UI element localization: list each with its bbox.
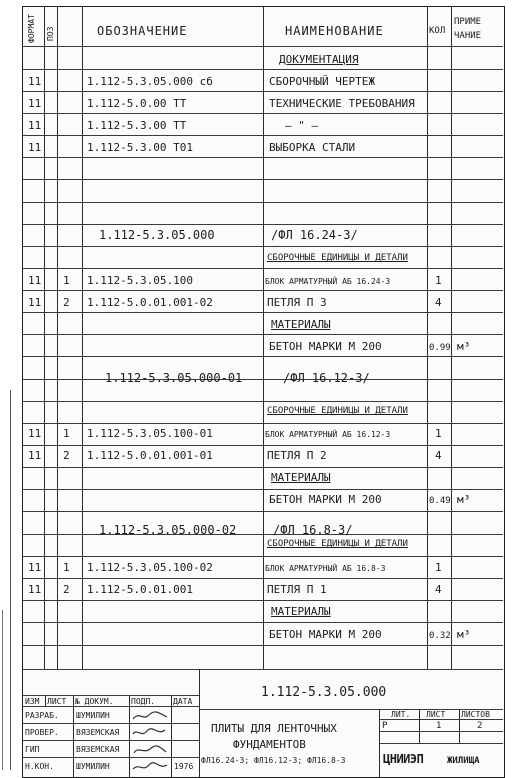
- row-line: [23, 312, 503, 313]
- stamp-col-change: ИЗМ: [25, 697, 40, 706]
- item-pos: 2: [63, 296, 70, 309]
- stamp-doc-code: 1.112-5.3.05.000: [261, 685, 387, 700]
- binding-margin-line: [2, 610, 23, 770]
- stamp-col: [45, 695, 46, 706]
- stamp-right-row: [379, 743, 503, 744]
- col-divider-note: [451, 7, 452, 669]
- stamp-left-row: [23, 740, 199, 741]
- stamp-col-sign: ПОДП.: [131, 697, 156, 706]
- sheet-value: 1: [436, 721, 442, 731]
- doc-row-format: 11: [28, 119, 42, 132]
- sheet-label: ЛИСТ: [426, 710, 446, 719]
- concrete-unit: м³: [457, 628, 471, 641]
- item-designation: 1.112-5.0.01.001-02: [87, 296, 213, 309]
- col-divider-pos: [57, 7, 58, 669]
- header-pos: ПОЗ: [46, 26, 55, 41]
- product-name-line-2: ФУНДАМЕНТОВ: [233, 738, 306, 751]
- row-line: [23, 556, 503, 557]
- doc-row-designation: 1.112-5.3.05.000 сб: [87, 75, 213, 88]
- section-title-materials: МАТЕРИАЛЫ: [271, 318, 331, 331]
- section-title-documentation: ДОКУМЕНТАЦИЯ: [279, 53, 359, 66]
- item-qty: 1: [435, 274, 442, 287]
- item-qty: 4: [435, 583, 442, 596]
- row-line: [23, 645, 503, 646]
- item-designation: 1.112-5.3.05.100-01: [87, 427, 213, 440]
- row-line: [23, 91, 503, 92]
- variant-slab: /ФЛ 16.8-3/: [273, 523, 353, 537]
- item-pos: 1: [63, 427, 70, 440]
- stamp-date: 1976: [174, 762, 194, 771]
- concrete-name: БЕТОН МАРКИ М 200: [269, 493, 382, 506]
- item-name: БЛОК АРМАТУРНЫЙ АБ 16.12-3: [265, 430, 391, 439]
- sheets-label: ЛИСТОВ: [461, 710, 490, 719]
- variant-slab: /ФЛ 16.12-3/: [283, 371, 370, 385]
- item-name: ПЕТЛЯ П 2: [267, 449, 327, 462]
- doc-row-format: 11: [28, 141, 42, 154]
- stamp-surname: ШУМИЛИН: [76, 762, 110, 771]
- header-format: ФОРМАТ: [27, 14, 36, 43]
- concrete-qty: 0.49: [429, 496, 451, 506]
- title-block: [23, 669, 503, 777]
- stamp-col-date: ДАТА: [173, 697, 193, 706]
- stamp-col: [171, 695, 172, 777]
- doc-row-name: СБОРОЧНЫЙ ЧЕРТЕЖ: [269, 75, 375, 88]
- row-line: [23, 157, 503, 158]
- item-pos: 2: [63, 583, 70, 596]
- stamp-role: ГИП: [25, 745, 40, 754]
- doc-row-name: ВЫБОРКА СТАЛИ: [269, 141, 356, 154]
- row-line: [23, 290, 503, 291]
- doc-row-format: 11: [28, 75, 42, 88]
- row-line: [23, 423, 503, 424]
- stamp-surname: ВЯЗЕМСКАЯ: [76, 728, 120, 737]
- section-title-units: СБОРОЧНЫЕ ЕДИНИЦЫ И ДЕТАЛИ: [267, 406, 408, 416]
- concrete-name: БЕТОН МАРКИ М 200: [269, 340, 382, 353]
- header-note-1: ПРИМЕ: [454, 17, 482, 27]
- stamp-divider-main: [199, 669, 200, 777]
- stamp-right-row: [379, 731, 503, 732]
- header-name: НАИМЕНОВАНИЕ: [285, 24, 384, 38]
- item-format: 11: [28, 296, 42, 309]
- signature-icon: [131, 743, 169, 757]
- concrete-name: БЕТОН МАРКИ М 200: [269, 628, 382, 641]
- header-qty: КОЛ: [429, 26, 446, 36]
- row-line: [23, 202, 503, 203]
- stamp-left-row: [23, 757, 199, 758]
- item-name: ПЕТЛЯ П 1: [267, 583, 327, 596]
- row-line: [23, 379, 503, 380]
- doc-row-format: 11: [28, 97, 42, 110]
- signature-icon: [131, 760, 169, 774]
- signature-icon: [131, 726, 169, 740]
- variant-slab: /ФЛ 16.24-3/: [271, 228, 358, 242]
- stamp-surname: ШУМИЛИН: [76, 711, 110, 720]
- row-line: [23, 511, 503, 512]
- col-divider-designation: [82, 7, 83, 669]
- row-line: [23, 224, 503, 225]
- row-line: [23, 578, 503, 579]
- item-format: 11: [28, 274, 42, 287]
- doc-row-designation: 1.112-5.0.00 ТТ: [87, 97, 187, 110]
- variant-code: 1.112-5.3.05.000-01: [105, 371, 243, 385]
- stage-label: ЛИТ.: [391, 710, 411, 719]
- row-line: [23, 46, 503, 47]
- stage-value: Р: [382, 721, 388, 731]
- row-line: [23, 69, 503, 70]
- org-logo: ЦНИИЭП: [383, 752, 424, 766]
- col-divider-qty: [427, 7, 428, 669]
- stamp-left-row: [23, 706, 199, 707]
- stamp-role: ПРОВЕР.: [25, 728, 59, 737]
- stamp-role: Н.КОН.: [25, 762, 54, 771]
- stamp-left-row: [23, 723, 199, 724]
- item-designation: 1.112-5.0.01.001: [87, 583, 193, 596]
- variant-code: 1.112-5.3.05.000-02: [99, 523, 237, 537]
- item-format: 11: [28, 427, 42, 440]
- item-designation: 1.112-5.3.05.100: [87, 274, 193, 287]
- item-designation: 1.112-5.3.05.100-02: [87, 561, 213, 574]
- item-designation: 1.112-5.0.01.001-01: [87, 449, 213, 462]
- row-line: [23, 356, 503, 357]
- doc-row-designation: 1.112-5.3.00 ТТ: [87, 119, 187, 132]
- stamp-right-row: [379, 719, 503, 720]
- row-line: [23, 401, 503, 402]
- row-line: [23, 334, 503, 335]
- item-qty: 1: [435, 427, 442, 440]
- concrete-qty: 0.32: [429, 631, 451, 641]
- stamp-col-sheet: ЛИСТ: [47, 697, 67, 706]
- row-line: [23, 135, 503, 136]
- specification-sheet: [22, 6, 505, 778]
- stamp-col: [73, 695, 74, 777]
- stamp-divider-code: [199, 709, 503, 710]
- col-divider-name: [263, 7, 264, 669]
- signature-icon: [131, 709, 169, 723]
- product-name-line-3: ФЛ16.24-3; ФЛ16.12-3; ФЛ16.8-3: [201, 756, 346, 765]
- org-name: ЖИЛИЩА: [447, 756, 480, 766]
- row-line: [23, 113, 503, 114]
- stamp-left-row: [23, 695, 199, 696]
- product-name-line-1: ПЛИТЫ ДЛЯ ЛЕНТОЧНЫХ: [211, 722, 337, 735]
- stamp-role: РАЗРАБ.: [25, 711, 59, 720]
- header-designation: ОБОЗНАЧЕНИЕ: [97, 24, 188, 38]
- item-format: 11: [28, 449, 42, 462]
- row-line: [23, 445, 503, 446]
- item-qty: 1: [435, 561, 442, 574]
- header-note-2: ЧАНИЕ: [454, 31, 482, 41]
- stamp-surname: ВЯЗЕМСКАЯ: [76, 745, 120, 754]
- stamp-col-docnum: № ДОКУМ.: [75, 697, 114, 706]
- item-qty: 4: [435, 296, 442, 309]
- item-format: 11: [28, 583, 42, 596]
- row-line: [23, 600, 503, 601]
- section-title-units: СБОРОЧНЫЕ ЕДИНИЦЫ И ДЕТАЛИ: [267, 539, 408, 549]
- row-line: [23, 467, 503, 468]
- concrete-unit: м³: [457, 493, 471, 506]
- row-line: [23, 622, 503, 623]
- row-line: [23, 268, 503, 269]
- item-format: 11: [28, 561, 42, 574]
- item-name: БЛОК АРМАТУРНЫЙ АБ 16.24-3: [265, 277, 391, 286]
- item-pos: 2: [63, 449, 70, 462]
- col-divider-format: [44, 7, 45, 669]
- section-title-materials: МАТЕРИАЛЫ: [271, 471, 331, 484]
- doc-row-name: — " —: [285, 119, 319, 132]
- row-line: [23, 246, 503, 247]
- concrete-qty: 0.99: [429, 343, 451, 353]
- item-qty: 4: [435, 449, 442, 462]
- stamp-right-col: [459, 709, 460, 743]
- sheets-value: 2: [477, 721, 483, 731]
- item-pos: 1: [63, 561, 70, 574]
- section-title-materials: МАТЕРИАЛЫ: [271, 605, 331, 618]
- item-pos: 1: [63, 274, 70, 287]
- item-name: БЛОК АРМАТУРНЫЙ АБ 16.8-3: [265, 564, 386, 573]
- stamp-right-col: [419, 709, 420, 743]
- row-line: [23, 179, 503, 180]
- stamp-col: [129, 695, 130, 777]
- doc-row-name: ТЕХНИЧЕСКИЕ ТРЕБОВАНИЯ: [269, 97, 415, 110]
- item-name: ПЕТЛЯ П 3: [267, 296, 327, 309]
- row-line: [23, 489, 503, 490]
- doc-row-designation: 1.112-5.3.00 Т01: [87, 141, 193, 154]
- row-line: [23, 534, 503, 535]
- variant-code: 1.112-5.3.05.000: [99, 228, 215, 242]
- concrete-unit: м³: [457, 340, 471, 353]
- section-title-units: СБОРОЧНЫЕ ЕДИНИЦЫ И ДЕТАЛИ: [267, 253, 408, 263]
